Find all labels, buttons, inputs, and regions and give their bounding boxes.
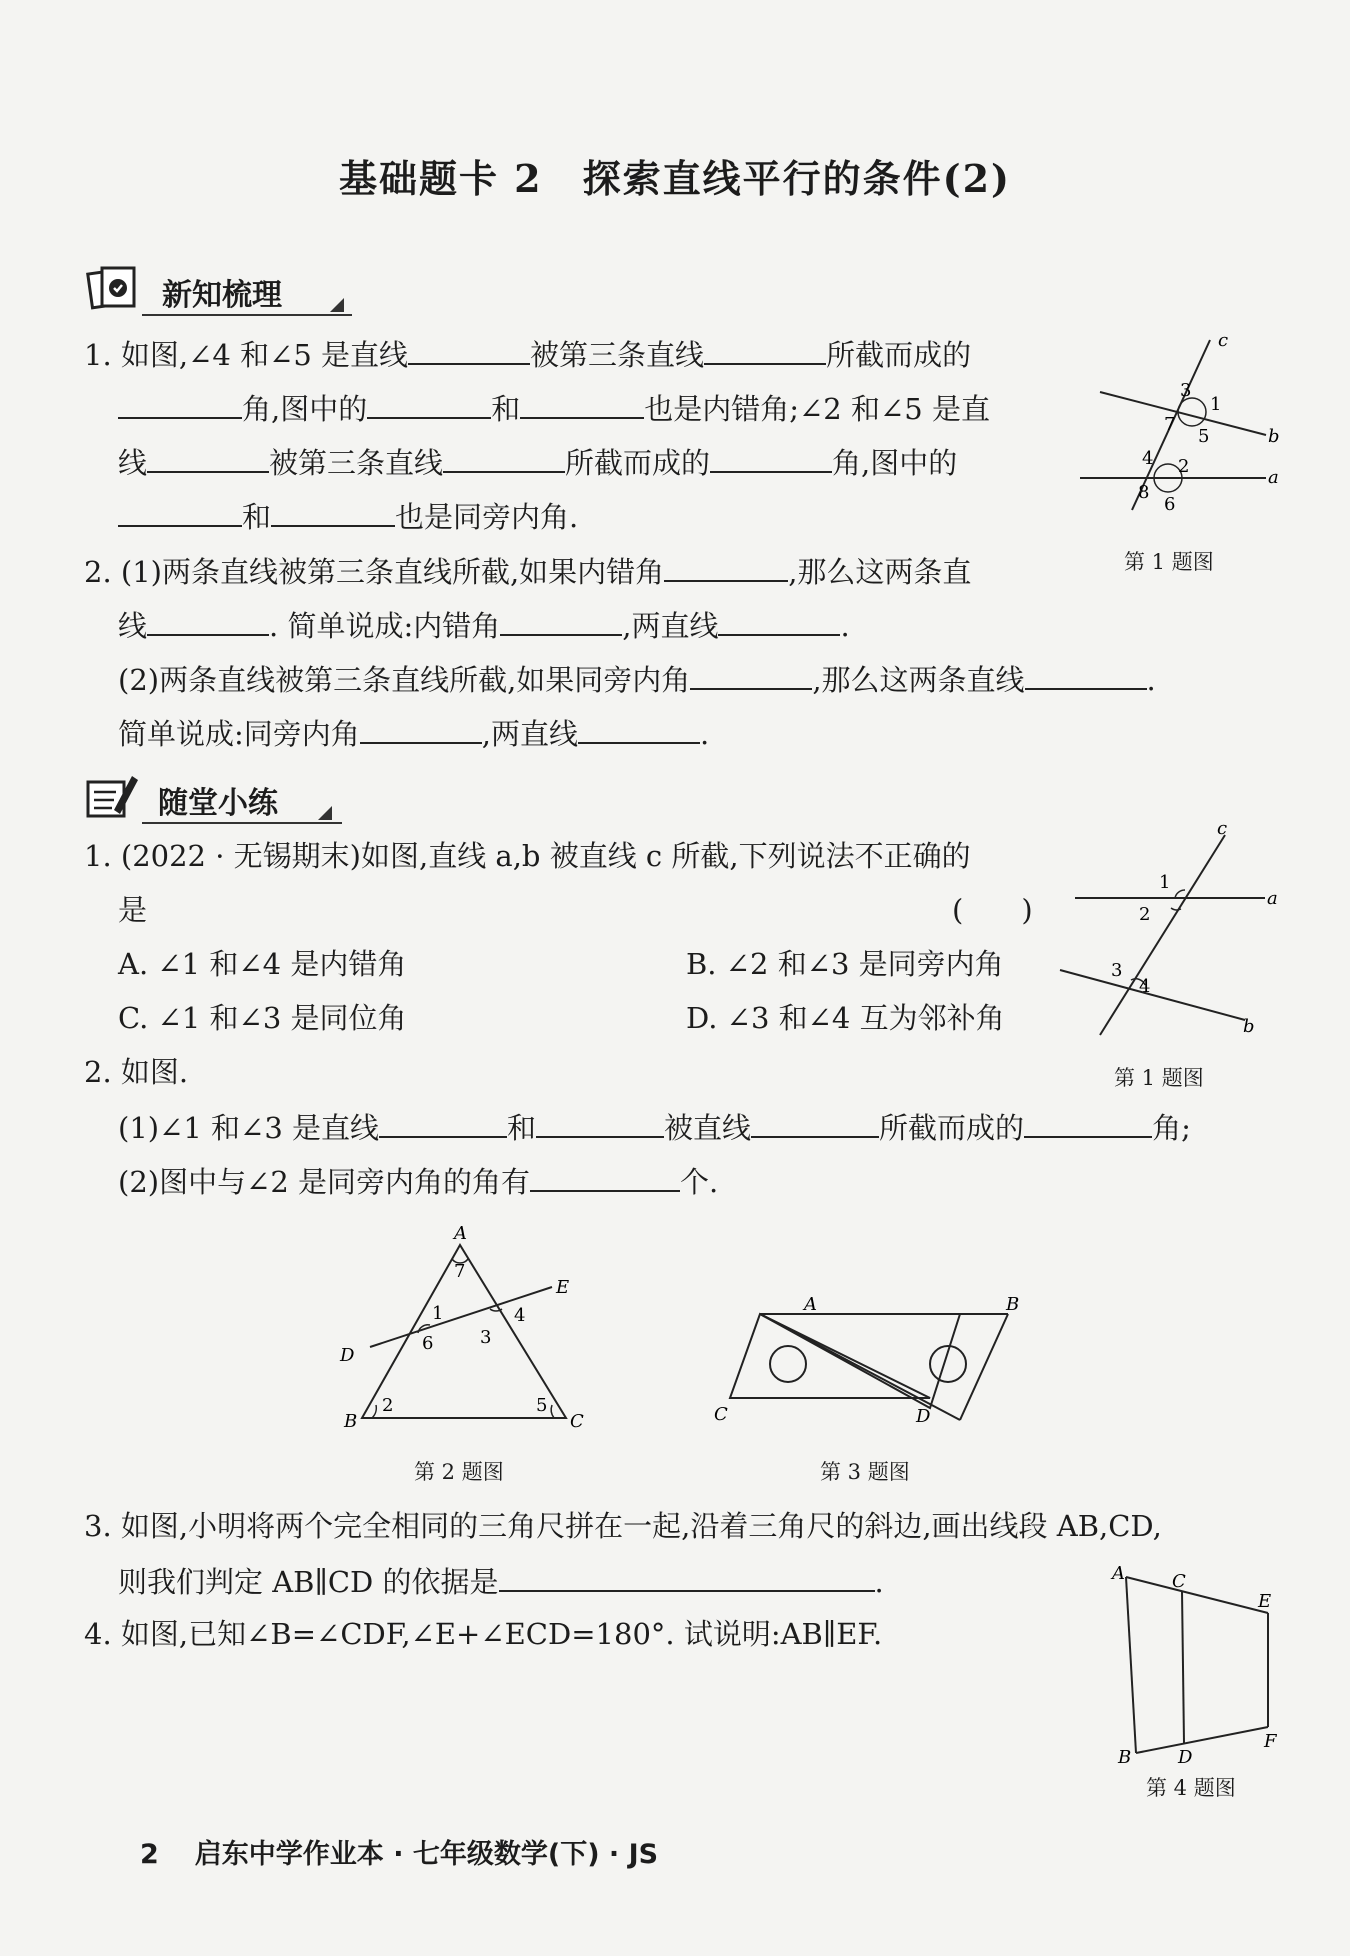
vertex-c: C	[570, 1411, 584, 1432]
answer-blank[interactable]	[664, 550, 788, 582]
angle-1: 1	[1210, 394, 1222, 415]
option-d[interactable]: D. ∠3 和∠4 互为邻补角	[686, 1001, 1005, 1035]
point-a: A	[1112, 1563, 1125, 1584]
point-e: E	[556, 1277, 570, 1298]
answer-blank[interactable]	[118, 387, 242, 419]
section-underline	[142, 314, 352, 316]
pencil-paper-icon	[84, 770, 144, 822]
vertex-b: B	[344, 1411, 358, 1432]
point-d: D	[1178, 1747, 1193, 1765]
angle-4: 4	[1139, 976, 1151, 997]
answer-blank[interactable]	[718, 604, 840, 636]
s2-q1-stem2: 是	[118, 893, 148, 927]
point-c: C	[1172, 1571, 1186, 1592]
answer-blank[interactable]	[499, 1560, 875, 1592]
s2-q4-line1: 4. 如图,已知∠B=∠CDF,∠E+∠ECD=180°. 试说明:AB∥EF.	[84, 1617, 883, 1651]
answer-blank[interactable]	[578, 712, 700, 744]
footer-title: 启东中学作业本 · 七年级数学(下) · JS	[194, 1839, 659, 1870]
s1-q1-line1: 1. 如图,∠4 和∠5 是直线 被第三条直线 所截而成的	[84, 333, 971, 375]
angle-1: 1	[432, 1303, 444, 1324]
angle-4: 4	[1142, 448, 1154, 469]
angle-2: 2	[1139, 904, 1151, 925]
angle-2: 2	[382, 1395, 394, 1416]
s1-q2-line3: (2)两条直线被第三条直线所截,如果同旁内角 ,那么这两条直线 .	[118, 658, 1156, 700]
s1-fig1-diagram	[1070, 330, 1290, 520]
s2-q2-part2: (2)图中与∠2 是同旁内角的角有 个.	[118, 1160, 718, 1202]
s2-fig1-caption: 第 1 题图	[1114, 1066, 1204, 1090]
section-header-class-practice	[84, 770, 344, 826]
option-c[interactable]: C. ∠1 和∠3 是同位角	[118, 1001, 407, 1035]
answer-paren[interactable]: ( )	[952, 893, 1033, 927]
answer-blank[interactable]	[704, 333, 826, 365]
label-b: b	[1268, 426, 1280, 447]
answer-blank[interactable]	[271, 495, 395, 527]
s1-q1-line2: 角,图中的 和 也是内错角;∠2 和∠5 是直	[118, 387, 990, 429]
answer-blank[interactable]	[408, 333, 530, 365]
s1-q1-line4: 和 也是同旁内角.	[118, 495, 578, 537]
point-e: E	[1258, 1591, 1272, 1612]
s1-q1-line3: 线 被第三条直线 所截而成的 角,图中的	[118, 441, 957, 483]
answer-blank[interactable]	[536, 1106, 664, 1138]
s2-fig3-caption: 第 3 题图	[820, 1460, 910, 1484]
label-b: b	[1243, 1016, 1255, 1037]
s2-fig3-diagram	[700, 1290, 1030, 1440]
label-a: a	[1268, 467, 1279, 488]
s2-q2-part1: (1)∠1 和∠3 是直线 和 被直线 所截而成的 角;	[118, 1106, 1191, 1148]
answer-blank[interactable]	[1025, 658, 1147, 690]
section-triangle-marker	[330, 298, 344, 312]
point-a: A	[804, 1294, 817, 1315]
section-underline	[142, 822, 342, 824]
s2-fig2-caption: 第 2 题图	[414, 1460, 504, 1484]
answer-blank[interactable]	[360, 712, 482, 744]
answer-blank[interactable]	[530, 1160, 680, 1192]
answer-blank[interactable]	[520, 387, 644, 419]
angle-5: 5	[536, 1395, 548, 1416]
s1-q2-line2: 线 . 简单说成:内错角 ,两直线 .	[118, 604, 850, 646]
s1-q2-line4: 简单说成:同旁内角 ,两直线 .	[118, 712, 709, 754]
angle-5: 5	[1198, 426, 1210, 447]
s2-fig1-diagram	[1055, 820, 1295, 1040]
s2-fig4-diagram	[1100, 1555, 1300, 1765]
answer-blank[interactable]	[751, 1106, 879, 1138]
section-label: 随堂小练	[158, 786, 278, 821]
answer-blank[interactable]	[118, 495, 242, 527]
label-c: c	[1217, 820, 1228, 839]
angle-4: 4	[514, 1305, 526, 1326]
page-number: 2	[140, 1839, 159, 1870]
point-b: B	[1006, 1294, 1020, 1315]
answer-blank[interactable]	[147, 604, 269, 636]
point-d: D	[340, 1345, 355, 1366]
answer-blank[interactable]	[500, 604, 622, 636]
s2-q1-stem1: 1. (2022 · 无锡期末)如图,直线 a,b 被直线 c 所截,下列说法不正确的	[84, 839, 971, 873]
answer-blank[interactable]	[710, 441, 832, 473]
point-b: B	[1118, 1747, 1132, 1765]
section-header-new-knowledge	[84, 262, 354, 318]
label-c: c	[1218, 330, 1229, 351]
s2-q3-line2: 则我们判定 AB∥CD 的依据是 .	[118, 1560, 884, 1602]
angle-3: 3	[480, 1327, 492, 1348]
answer-blank[interactable]	[690, 658, 812, 690]
s1-q2-line1: 2. (1)两条直线被第三条直线所截,如果内错角 ,那么这两条直	[84, 550, 971, 592]
page-footer	[140, 1832, 658, 1871]
answer-blank[interactable]	[443, 441, 565, 473]
angle-1: 1	[1159, 872, 1171, 893]
answer-blank[interactable]	[147, 441, 269, 473]
notebook-icon	[84, 262, 144, 314]
section-triangle-marker	[318, 806, 332, 820]
vertex-a: A	[454, 1223, 467, 1244]
answer-blank[interactable]	[1024, 1106, 1152, 1138]
angle-7: 7	[1164, 414, 1176, 435]
angle-6: 6	[422, 1333, 434, 1354]
page-title: 基础题卡 2 探索直线平行的条件(2)	[338, 156, 1012, 201]
angle-3: 3	[1180, 380, 1192, 401]
angle-3: 3	[1111, 960, 1123, 981]
s1-fig1-caption: 第 1 题图	[1124, 550, 1214, 574]
answer-blank[interactable]	[379, 1106, 507, 1138]
label-a: a	[1267, 888, 1278, 909]
section-label: 新知梳理	[162, 278, 282, 313]
angle-2: 2	[1178, 456, 1190, 477]
s2-q2-head: 2. 如图.	[84, 1055, 189, 1089]
option-a[interactable]: A. ∠1 和∠4 是内错角	[118, 947, 407, 981]
s2-q3-line1: 3. 如图,小明将两个完全相同的三角尺拼在一起,沿着三角尺的斜边,画出线段 AB,CD,	[84, 1509, 1162, 1543]
angle-7: 7	[454, 1261, 466, 1282]
s2-fig4-caption: 第 4 题图	[1146, 1776, 1236, 1800]
point-f: F	[1264, 1731, 1277, 1752]
answer-blank[interactable]	[367, 387, 491, 419]
s2-fig2-diagram	[330, 1215, 610, 1435]
option-b[interactable]: B. ∠2 和∠3 是同旁内角	[686, 947, 1004, 981]
angle-6: 6	[1164, 494, 1176, 515]
angle-8: 8	[1138, 482, 1150, 503]
point-c: C	[714, 1404, 728, 1425]
point-d: D	[916, 1406, 931, 1427]
